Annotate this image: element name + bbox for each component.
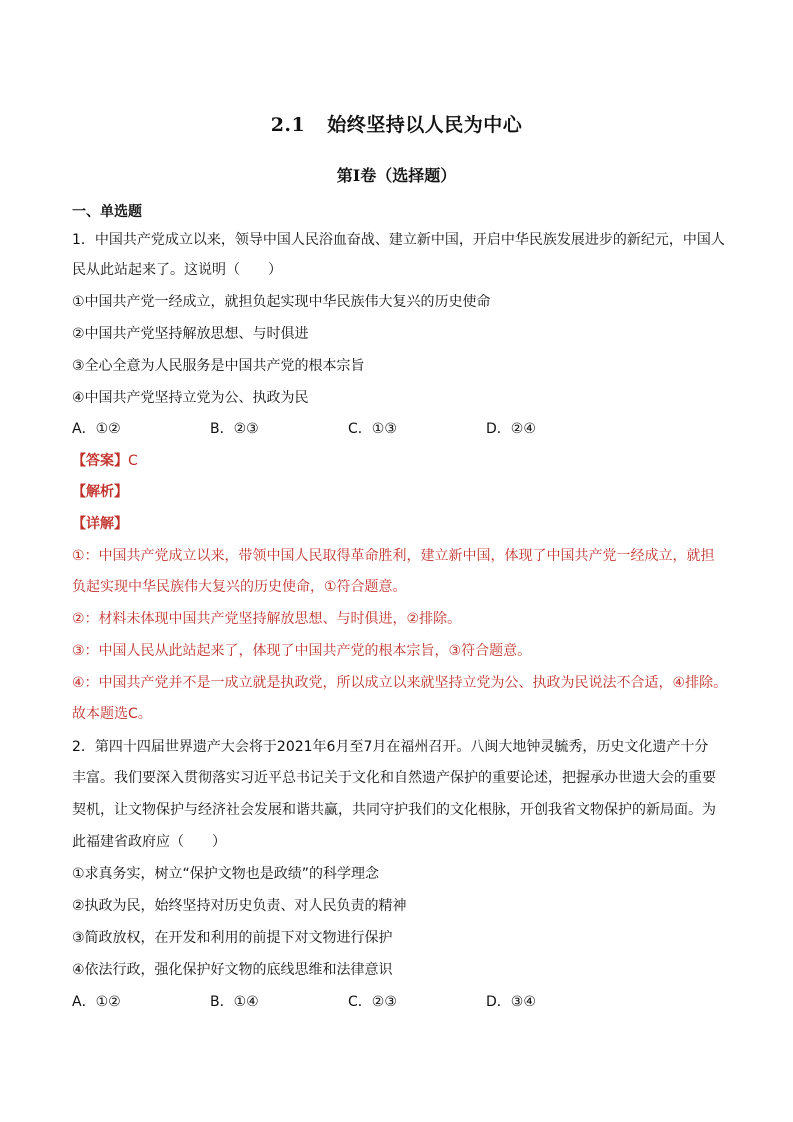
q1-item-1: ①中国共产党一经成立，就担负起实现中华民族伟大复兴的历史使命 bbox=[72, 294, 491, 310]
q1-stem-line-2: 民从此站起来了。这说明（ ） bbox=[72, 262, 282, 278]
q2-stem-line-3: 契机，让文物保护与经济社会发展和谐共赢，共同守护我们的文化根脉，开创我省文物保护的新局面。为 bbox=[72, 802, 716, 818]
q2-item-4: ④依法行政，强化保护好文物的底线思维和法律意识 bbox=[72, 962, 393, 978]
q1-item-2: ②中国共产党坚持解放思想、与时俱进 bbox=[72, 326, 309, 342]
q2-option-c: C．②③ bbox=[348, 994, 397, 1010]
page-subtitle: 第I卷（选择题） bbox=[336, 166, 457, 185]
q1-detail-line-3: ②：材料未体现中国共产党坚持解放思想、与时俱进，②排除。 bbox=[72, 611, 462, 627]
q1-answer bbox=[72, 451, 138, 471]
section-heading: 一、单选题 bbox=[72, 204, 142, 220]
q1-option-d: D．②④ bbox=[486, 421, 536, 437]
answer-tag: 【答案】 bbox=[72, 453, 128, 469]
q1-detail-line-5: ④：中国共产党并不是一成立就是执政党，所以成立以来就坚持立党为公、执政为民说法不合适，④排除。 bbox=[72, 675, 728, 691]
q1-detail-line-4: ③：中国人民从此站起来了，体现了中国共产党的根本宗旨，③符合题意。 bbox=[72, 643, 532, 659]
q2-option-d: D．③④ bbox=[486, 994, 536, 1010]
answer-value: C bbox=[128, 453, 138, 469]
q2-stem-line-1: 2．第四十四届世界遗产大会将于2021年6月至7月在福州召开。八闽大地钟灵毓秀，历史文化遗产十分 bbox=[72, 739, 709, 755]
q1-option-c: C．①③ bbox=[348, 421, 397, 437]
q2-option-a: A．①② bbox=[72, 994, 121, 1010]
title-text: 始终坚持以人民为中心 bbox=[327, 114, 523, 136]
detail-tag: 【详解】 bbox=[72, 516, 128, 532]
analysis-tag: 【解析】 bbox=[72, 484, 128, 500]
q1-option-b: B．②③ bbox=[210, 421, 259, 437]
q1-item-4: ④中国共产党坚持立党为公、执政为民 bbox=[72, 390, 309, 406]
q2-stem-line-4: 此福建省政府应（ ） bbox=[72, 834, 226, 850]
page-title bbox=[0, 110, 793, 137]
title-number: 2.1 bbox=[270, 114, 306, 136]
q2-option-b: B．①④ bbox=[210, 994, 259, 1010]
q1-detail-line-6: 故本题选C。 bbox=[72, 706, 152, 722]
q1-detail-line-2: 负起实现中华民族伟大复兴的历史使命，①符合题意。 bbox=[72, 579, 407, 595]
q1-detail-line-1: ①：中国共产党成立以来，带领中国人民取得革命胜利，建立新中国，体现了中国共产党一经成立，就担 bbox=[72, 548, 715, 564]
q2-stem-line-2: 丰富。我们要深入贯彻落实习近平总书记关于文化和自然遗产保护的重要论述，把握承办世遗大会的重要 bbox=[72, 770, 716, 786]
q2-item-3: ③简政放权，在开发和利用的前提下对文物进行保护 bbox=[72, 930, 393, 946]
q1-option-a: A．①② bbox=[72, 421, 121, 437]
q2-item-1: ①求真务实，树立“保护文物也是政绩”的科学理念 bbox=[72, 866, 380, 882]
q1-item-3: ③全心全意为人民服务是中国共产党的根本宗旨 bbox=[72, 358, 365, 374]
q2-item-2: ②执政为民，始终坚持对历史负责、对人民负责的精神 bbox=[72, 898, 407, 914]
q1-stem-line-1: 1．中国共产党成立以来，领导中国人民浴血奋战、建立新中国，开启中华民族发展进步的新纪元，中国人 bbox=[72, 232, 725, 248]
